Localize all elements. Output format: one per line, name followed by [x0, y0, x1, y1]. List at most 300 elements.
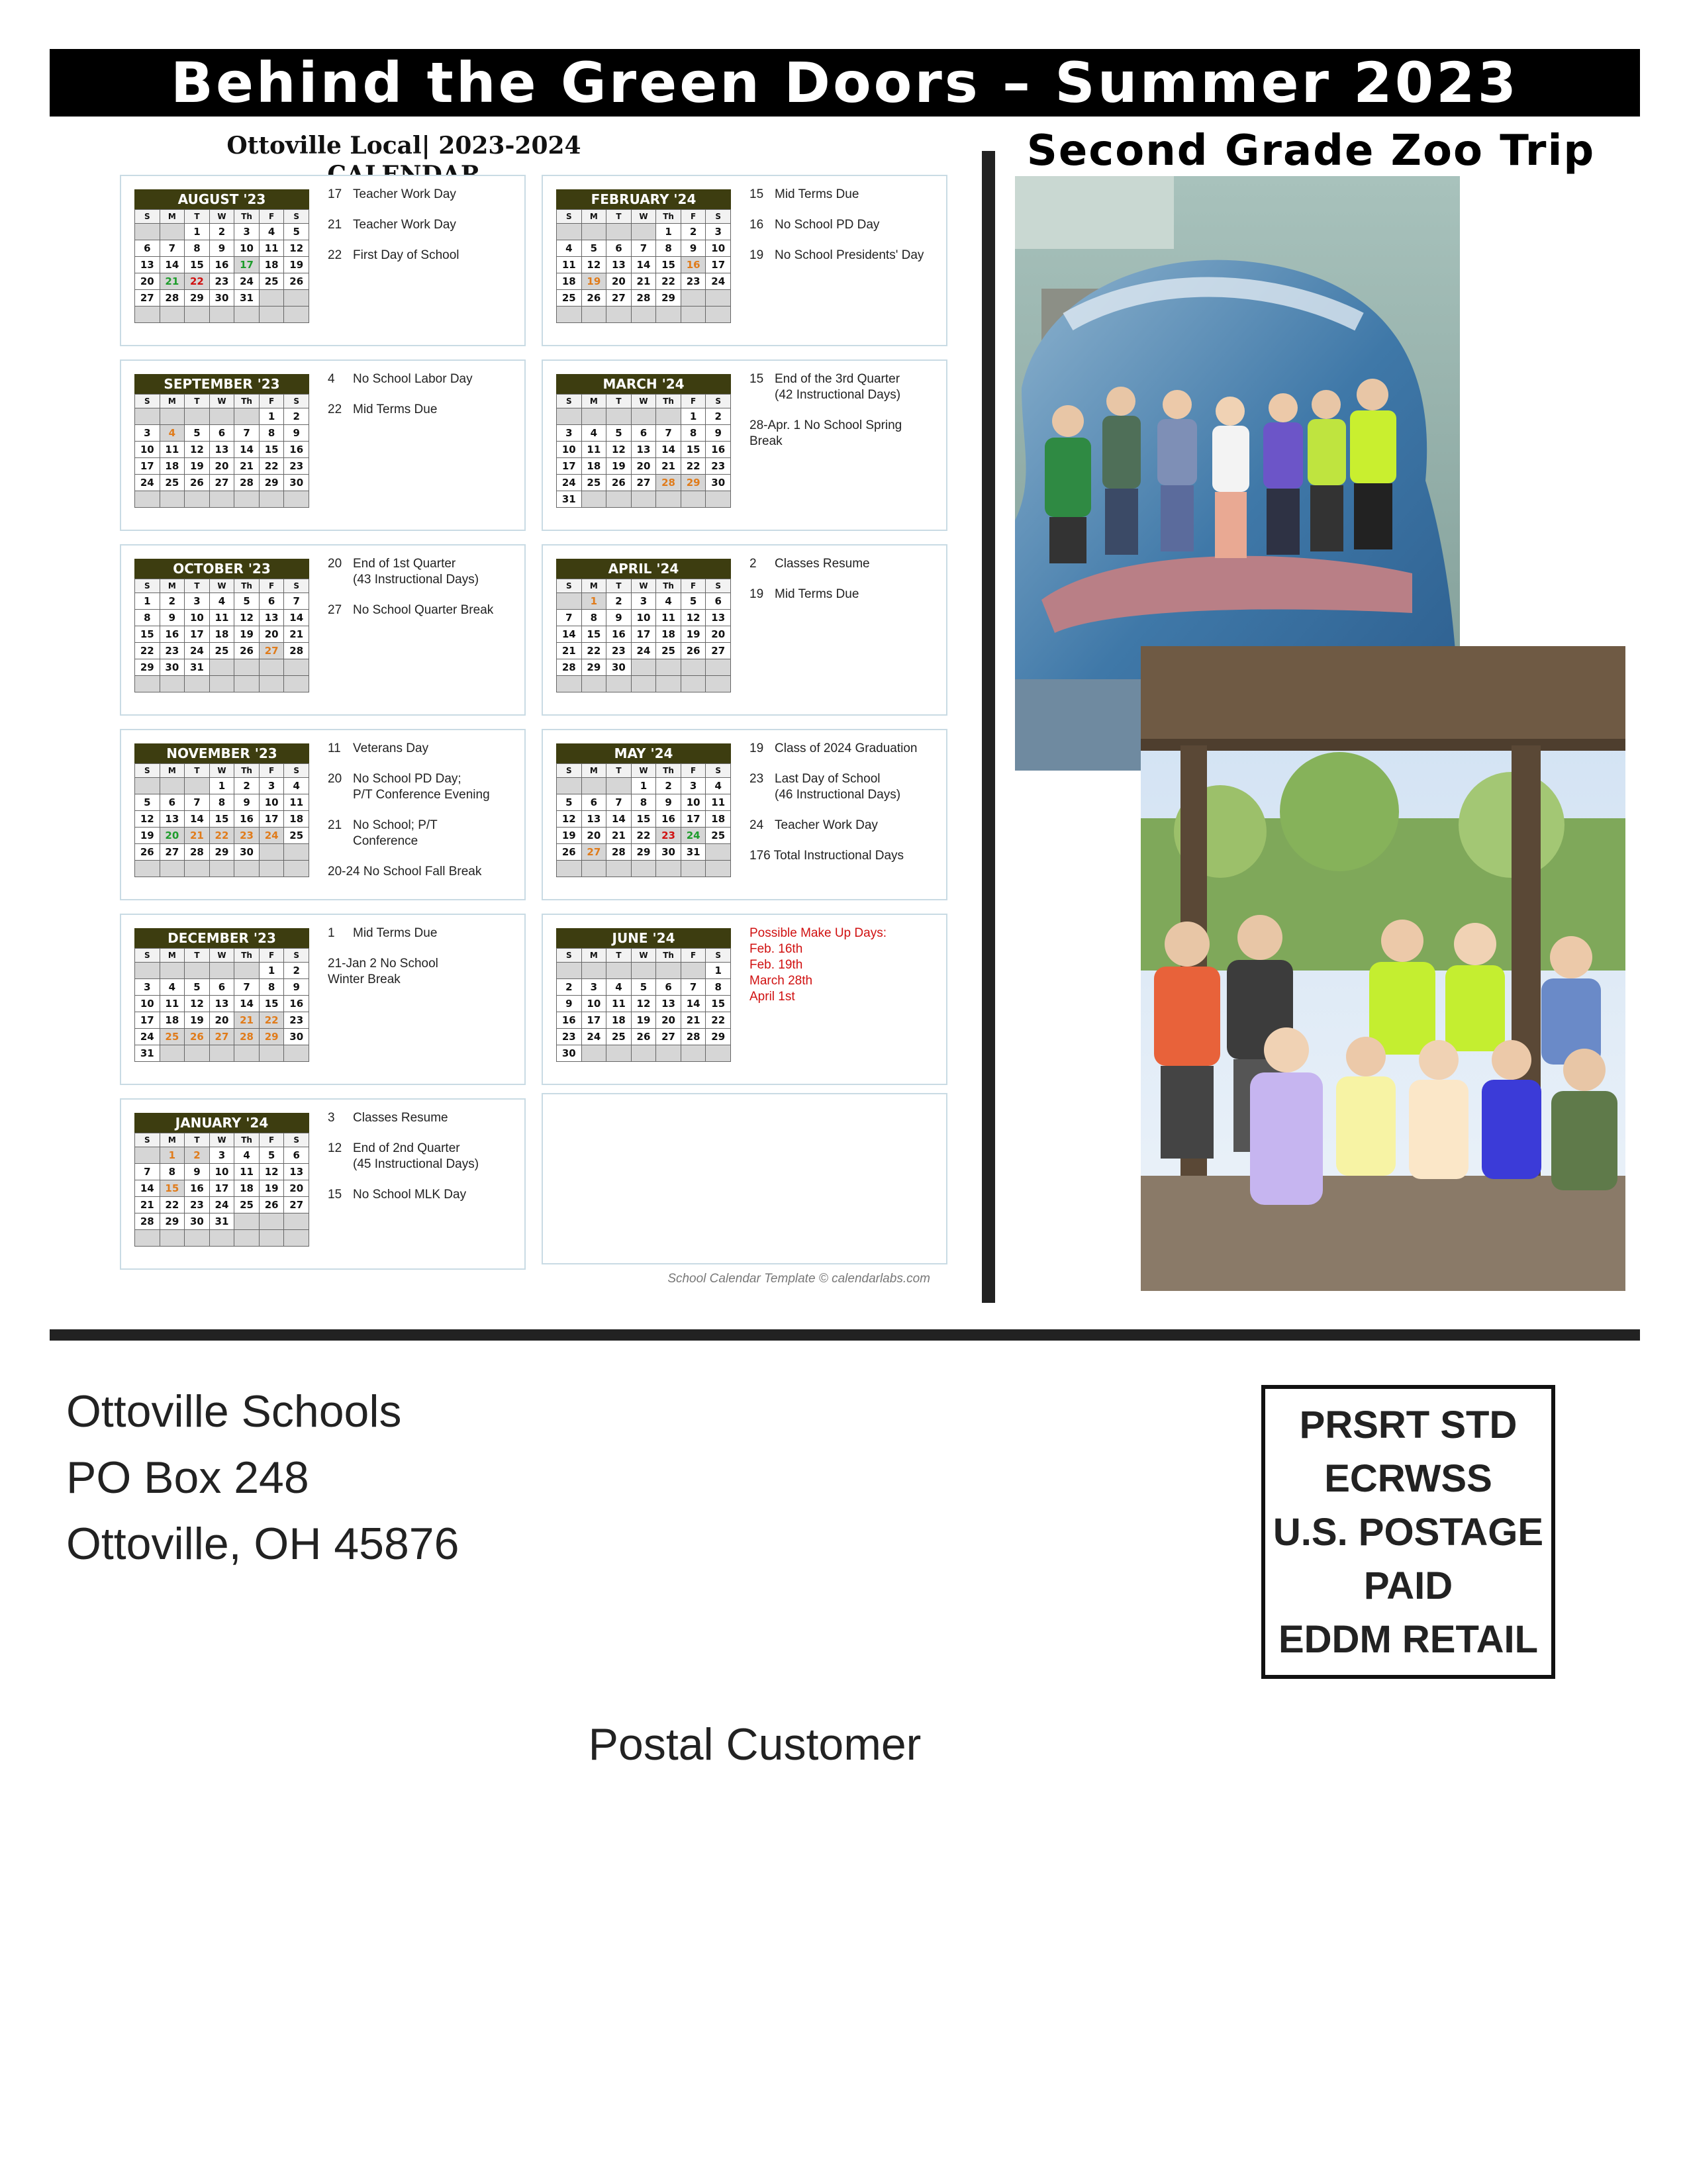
day-cell	[160, 861, 185, 877]
day-cell	[160, 1045, 185, 1062]
month-day-grid	[556, 948, 731, 1062]
day-cell	[656, 659, 681, 676]
day-cell	[210, 963, 235, 979]
day-cell: 22	[656, 273, 681, 290]
weekday-header: S	[135, 949, 160, 963]
day-cell: 5	[185, 425, 210, 442]
return-address-line: Ottoville Schools	[66, 1386, 402, 1437]
day-cell: 27	[706, 643, 731, 659]
day-cell	[582, 224, 607, 240]
day-cell: 14	[656, 442, 681, 458]
day-cell	[582, 963, 607, 979]
weekday-header: M	[582, 395, 607, 408]
day-cell: 4	[160, 425, 185, 442]
day-cell: 9	[234, 794, 260, 811]
weekday-header: T	[185, 764, 210, 778]
day-cell: 11	[210, 610, 235, 626]
day-cell: 31	[681, 844, 706, 861]
day-cell	[210, 676, 235, 692]
month-panel	[120, 1098, 526, 1270]
weekday-header: F	[260, 579, 285, 593]
note-date: 19	[749, 587, 764, 601]
day-cell	[656, 408, 681, 425]
day-cell: 5	[557, 794, 582, 811]
day-cell	[210, 861, 235, 877]
note-text: 176 Total Instructional Days	[749, 849, 904, 863]
day-cell: 22	[260, 458, 285, 475]
weekday-header: M	[160, 579, 185, 593]
weekday-header: S	[135, 579, 160, 593]
day-cell	[234, 1213, 260, 1230]
day-cell: 7	[234, 425, 260, 442]
day-cell: 23	[185, 1197, 210, 1213]
day-cell: 1	[210, 778, 235, 794]
note-text: First Day of School	[353, 248, 459, 262]
day-cell: 9	[160, 610, 185, 626]
day-cell: 31	[210, 1213, 235, 1230]
note-text: Mid Terms Due	[353, 403, 438, 416]
day-cell: 1	[260, 963, 285, 979]
calendar-note	[328, 556, 518, 588]
day-cell: 19	[582, 273, 607, 290]
day-cell	[557, 307, 582, 323]
day-cell: 11	[706, 794, 731, 811]
day-cell: 17	[210, 1180, 235, 1197]
note-date: 17	[328, 187, 342, 201]
day-cell: 28	[185, 844, 210, 861]
day-cell: 3	[706, 224, 731, 240]
weekday-header: Th	[234, 210, 260, 224]
day-cell: 3	[185, 593, 210, 610]
day-cell: 7	[160, 240, 185, 257]
day-cell	[135, 307, 160, 323]
day-cell: 28	[681, 1029, 706, 1045]
day-cell: 5	[185, 979, 210, 996]
day-cell	[632, 491, 657, 508]
note-text: No School PD Day; P/T Conference Evening	[353, 772, 490, 802]
day-cell	[582, 676, 607, 692]
weekday-header: F	[681, 210, 706, 224]
day-cell: 9	[185, 1164, 210, 1180]
calendar-note	[328, 248, 518, 263]
day-cell	[606, 224, 632, 240]
day-cell	[632, 408, 657, 425]
day-cell	[260, 1230, 285, 1247]
day-cell: 30	[210, 290, 235, 307]
note-date: 23	[749, 772, 764, 786]
day-cell: 22	[160, 1197, 185, 1213]
day-cell	[284, 659, 309, 676]
day-cell: 8	[706, 979, 731, 996]
day-cell: 2	[160, 593, 185, 610]
month-day-grid	[134, 209, 309, 323]
day-cell: 3	[210, 1147, 235, 1164]
mini-calendar	[556, 374, 731, 508]
indicia-line: ECRWSS	[1324, 1456, 1492, 1500]
day-cell	[706, 307, 731, 323]
weekday-header: M	[582, 579, 607, 593]
day-cell	[185, 676, 210, 692]
day-cell: 11	[160, 996, 185, 1012]
day-cell: 9	[557, 996, 582, 1012]
note-date: 3	[328, 1111, 335, 1125]
weekday-header: F	[681, 764, 706, 778]
weekday-header: T	[185, 1133, 210, 1147]
day-cell	[557, 778, 582, 794]
weekday-header: S	[135, 764, 160, 778]
day-cell: 10	[706, 240, 731, 257]
note-date: 12	[328, 1141, 342, 1155]
calendar-note	[749, 248, 939, 263]
day-cell: 25	[160, 475, 185, 491]
day-cell: 27	[260, 643, 285, 659]
day-cell: 8	[185, 240, 210, 257]
day-cell: 20	[210, 458, 235, 475]
month-name: APRIL '24	[556, 559, 731, 579]
weekday-header: S	[284, 1133, 309, 1147]
calendar-note	[328, 1110, 518, 1126]
day-cell: 10	[135, 442, 160, 458]
section-divider	[50, 1329, 1640, 1341]
day-cell	[160, 224, 185, 240]
day-cell	[582, 778, 607, 794]
note-text: Mid Terms Due	[775, 587, 859, 601]
day-cell	[210, 659, 235, 676]
day-cell: 28	[135, 1213, 160, 1230]
day-cell: 18	[656, 626, 681, 643]
weekday-header: W	[210, 949, 235, 963]
day-cell: 4	[284, 778, 309, 794]
note-date: 22	[328, 403, 342, 416]
day-cell: 30	[160, 659, 185, 676]
recipient-line: Postal Customer	[588, 1719, 922, 1770]
day-cell: 21	[234, 1012, 260, 1029]
day-cell: 23	[234, 828, 260, 844]
calendar-credit: School Calendar Template © calendarlabs.com	[667, 1272, 930, 1286]
month-day-grid	[556, 209, 731, 323]
day-cell: 4	[606, 979, 632, 996]
note-text: Classes Resume	[353, 1111, 448, 1125]
note-text: Possible Make Up Days: Feb. 16th Feb. 19th March 28th April 1st	[749, 926, 887, 1004]
weekday-header: W	[632, 579, 657, 593]
day-cell: 17	[135, 458, 160, 475]
mini-calendar	[556, 189, 731, 323]
day-cell: 24	[234, 273, 260, 290]
day-cell	[632, 861, 657, 877]
day-cell: 21	[656, 458, 681, 475]
weekday-header: W	[632, 395, 657, 408]
day-cell: 11	[606, 996, 632, 1012]
weekday-header: M	[582, 764, 607, 778]
weekday-header: Th	[234, 579, 260, 593]
note-text: Mid Terms Due	[775, 187, 859, 201]
day-cell: 14	[632, 257, 657, 273]
month-notes	[328, 741, 518, 894]
day-cell	[632, 676, 657, 692]
month-notes	[749, 371, 939, 464]
day-cell: 26	[557, 844, 582, 861]
day-cell: 7	[284, 593, 309, 610]
weekday-header: T	[185, 579, 210, 593]
day-cell	[260, 659, 285, 676]
day-cell	[706, 290, 731, 307]
weekday-header: F	[260, 1133, 285, 1147]
day-cell: 12	[606, 442, 632, 458]
day-cell: 18	[582, 458, 607, 475]
day-cell: 24	[185, 643, 210, 659]
day-cell: 3	[557, 425, 582, 442]
note-text: Veterans Day	[353, 741, 429, 755]
day-cell: 26	[185, 1029, 210, 1045]
weekday-header: W	[210, 210, 235, 224]
day-cell	[284, 676, 309, 692]
weekday-header: S	[135, 210, 160, 224]
day-cell: 15	[681, 442, 706, 458]
day-cell	[185, 778, 210, 794]
mini-calendar	[134, 1113, 309, 1247]
day-cell: 7	[656, 425, 681, 442]
calendar-note	[328, 371, 518, 387]
mini-calendar	[556, 928, 731, 1062]
month-notes	[328, 556, 518, 633]
weekday-header: W	[632, 764, 657, 778]
note-date: 16	[749, 218, 764, 232]
day-cell	[234, 676, 260, 692]
weekday-header: Th	[656, 949, 681, 963]
day-cell	[160, 307, 185, 323]
day-cell: 2	[706, 408, 731, 425]
month-name: OCTOBER '23	[134, 559, 309, 579]
day-cell: 29	[632, 844, 657, 861]
day-cell	[135, 1147, 160, 1164]
calendar-note	[328, 187, 518, 203]
day-cell: 2	[185, 1147, 210, 1164]
day-cell: 24	[632, 643, 657, 659]
day-cell	[284, 861, 309, 877]
day-cell: 25	[656, 643, 681, 659]
day-cell: 26	[185, 475, 210, 491]
day-cell	[210, 1230, 235, 1247]
day-cell	[557, 224, 582, 240]
day-cell: 18	[260, 257, 285, 273]
day-cell: 21	[284, 626, 309, 643]
day-cell	[706, 491, 731, 508]
note-date: 27	[328, 603, 342, 617]
day-cell: 12	[234, 610, 260, 626]
day-cell: 13	[632, 442, 657, 458]
day-cell	[234, 491, 260, 508]
weekday-header: F	[681, 395, 706, 408]
day-cell: 28	[160, 290, 185, 307]
day-cell: 13	[210, 996, 235, 1012]
day-cell: 8	[160, 1164, 185, 1180]
calendar-note	[328, 864, 518, 880]
day-cell: 8	[632, 794, 657, 811]
calendar-note	[328, 741, 518, 757]
day-cell: 14	[284, 610, 309, 626]
day-cell: 16	[706, 442, 731, 458]
note-date: 15	[749, 372, 764, 386]
note-date: 22	[328, 248, 342, 262]
month-name: DECEMBER '23	[134, 928, 309, 948]
day-cell: 19	[632, 1012, 657, 1029]
day-cell: 23	[681, 273, 706, 290]
day-cell: 15	[260, 442, 285, 458]
day-cell: 14	[234, 442, 260, 458]
day-cell: 30	[606, 659, 632, 676]
day-cell: 23	[656, 828, 681, 844]
day-cell: 8	[582, 610, 607, 626]
day-cell	[284, 1213, 309, 1230]
day-cell	[632, 307, 657, 323]
note-date: 24	[749, 818, 764, 832]
day-cell: 17	[582, 1012, 607, 1029]
day-cell: 28	[656, 475, 681, 491]
month-name: JANUARY '24	[134, 1113, 309, 1133]
month-notes	[328, 926, 518, 1002]
day-cell: 27	[210, 475, 235, 491]
weekday-header: F	[681, 579, 706, 593]
day-cell: 24	[706, 273, 731, 290]
day-cell	[557, 963, 582, 979]
day-cell	[582, 491, 607, 508]
day-cell: 9	[656, 794, 681, 811]
weekday-header: W	[632, 949, 657, 963]
day-cell: 7	[557, 610, 582, 626]
day-cell: 21	[632, 273, 657, 290]
day-cell	[706, 659, 731, 676]
day-cell	[582, 408, 607, 425]
month-day-grid	[134, 394, 309, 508]
postage-indicia	[1261, 1385, 1555, 1679]
day-cell	[632, 1045, 657, 1062]
calendar-note	[749, 926, 939, 1005]
note-text: Teacher Work Day	[353, 187, 456, 201]
day-cell: 9	[284, 425, 309, 442]
day-cell: 5	[681, 593, 706, 610]
day-cell: 23	[284, 1012, 309, 1029]
weekday-header: S	[706, 579, 731, 593]
month-name: AUGUST '23	[134, 189, 309, 209]
day-cell: 9	[706, 425, 731, 442]
day-cell	[681, 491, 706, 508]
day-cell: 29	[260, 475, 285, 491]
weekday-header: T	[606, 395, 632, 408]
day-cell	[582, 861, 607, 877]
day-cell: 21	[606, 828, 632, 844]
day-cell: 8	[681, 425, 706, 442]
return-address	[66, 1378, 459, 1577]
day-cell	[557, 861, 582, 877]
day-cell: 25	[260, 273, 285, 290]
day-cell	[234, 659, 260, 676]
day-cell	[185, 307, 210, 323]
day-cell: 16	[681, 257, 706, 273]
note-date: 15	[328, 1188, 342, 1202]
day-cell: 22	[706, 1012, 731, 1029]
month-day-grid	[134, 763, 309, 877]
day-cell: 16	[210, 257, 235, 273]
weekday-header: T	[606, 949, 632, 963]
day-cell: 20	[606, 273, 632, 290]
day-cell: 20	[135, 273, 160, 290]
day-cell: 22	[260, 1012, 285, 1029]
calendar-note	[328, 217, 518, 233]
day-cell: 7	[681, 979, 706, 996]
day-cell: 3	[681, 778, 706, 794]
weekday-header: M	[582, 210, 607, 224]
day-cell	[706, 844, 731, 861]
day-cell: 28	[557, 659, 582, 676]
day-cell: 1	[160, 1147, 185, 1164]
weekday-header: Th	[656, 210, 681, 224]
day-cell	[606, 778, 632, 794]
day-cell	[557, 408, 582, 425]
day-cell: 15	[135, 626, 160, 643]
day-cell: 22	[632, 828, 657, 844]
day-cell: 21	[681, 1012, 706, 1029]
day-cell: 12	[632, 996, 657, 1012]
day-cell: 2	[284, 408, 309, 425]
mini-calendar	[134, 374, 309, 508]
day-cell: 30	[706, 475, 731, 491]
day-cell	[234, 408, 260, 425]
day-cell: 10	[681, 794, 706, 811]
day-cell: 24	[260, 828, 285, 844]
day-cell: 16	[185, 1180, 210, 1197]
day-cell	[557, 593, 582, 610]
note-text: End of 1st Quarter (43 Instructional Days)	[353, 557, 479, 587]
day-cell: 16	[234, 811, 260, 828]
month-notes	[749, 556, 939, 617]
month-panel	[542, 914, 947, 1085]
day-cell: 22	[185, 273, 210, 290]
weekday-header: S	[135, 395, 160, 408]
day-cell: 21	[557, 643, 582, 659]
day-cell: 29	[185, 290, 210, 307]
day-cell	[135, 676, 160, 692]
day-cell: 20	[582, 828, 607, 844]
note-date: 20	[328, 557, 342, 571]
note-text: Classes Resume	[775, 557, 870, 571]
day-cell	[260, 861, 285, 877]
weekday-header: T	[185, 395, 210, 408]
month-notes	[328, 1110, 518, 1217]
day-cell: 10	[582, 996, 607, 1012]
day-cell: 12	[557, 811, 582, 828]
day-cell	[260, 1213, 285, 1230]
day-cell: 11	[656, 610, 681, 626]
day-cell: 10	[557, 442, 582, 458]
day-cell: 15	[632, 811, 657, 828]
month-panel	[542, 729, 947, 900]
day-cell	[582, 1045, 607, 1062]
day-cell	[681, 290, 706, 307]
day-cell: 14	[135, 1180, 160, 1197]
return-address-line: Ottoville, OH 45876	[66, 1519, 459, 1569]
weekday-header: S	[284, 579, 309, 593]
day-cell	[284, 307, 309, 323]
day-cell	[234, 1230, 260, 1247]
day-cell: 17	[185, 626, 210, 643]
day-cell	[185, 963, 210, 979]
weekday-header: Th	[656, 579, 681, 593]
day-cell: 29	[656, 290, 681, 307]
month-panel	[542, 359, 947, 531]
day-cell: 3	[582, 979, 607, 996]
day-cell: 6	[260, 593, 285, 610]
month-notes	[749, 187, 939, 278]
